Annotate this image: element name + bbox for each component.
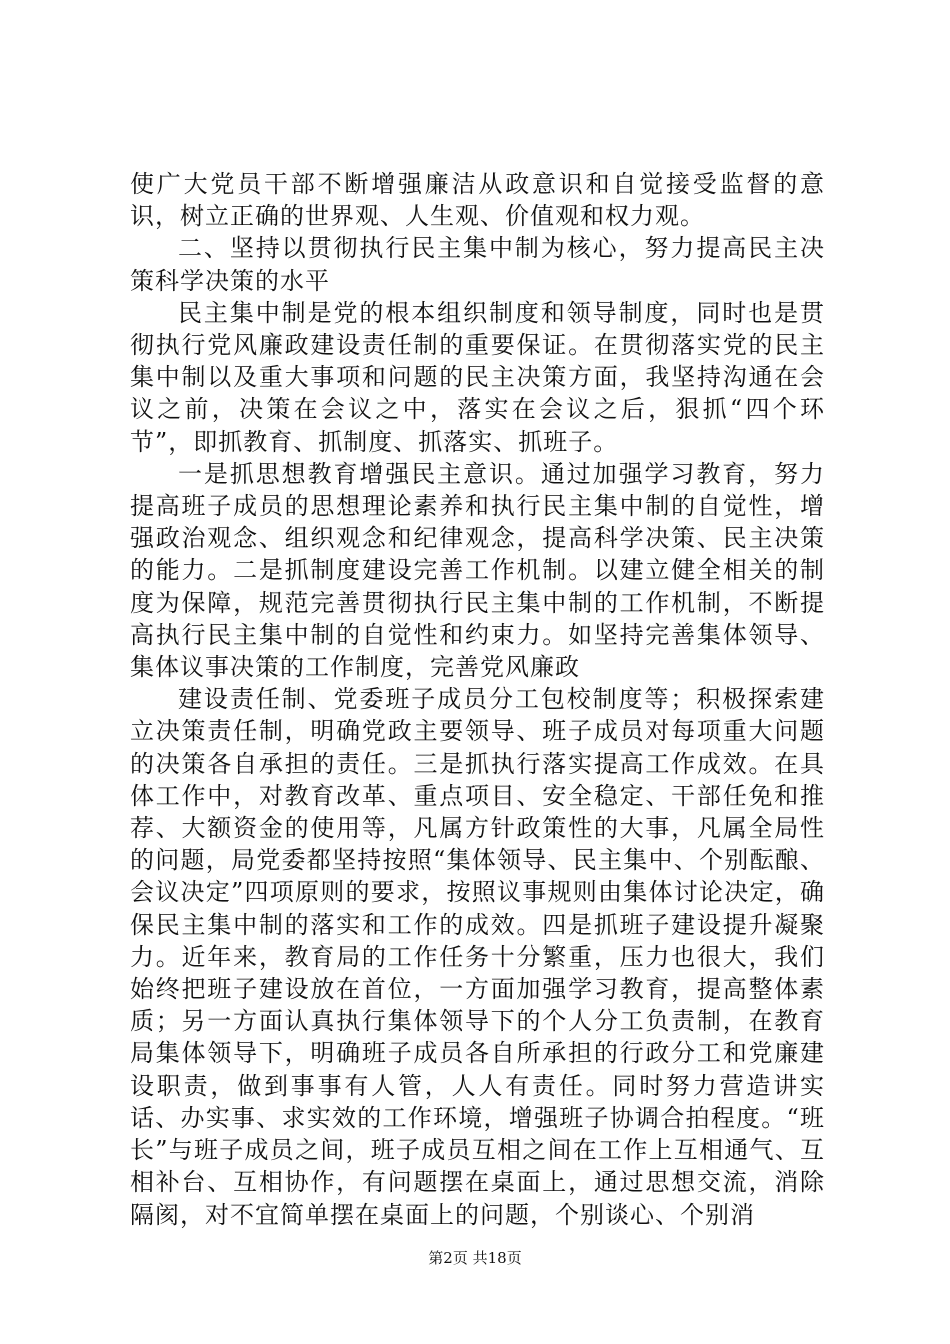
paragraph-5: 建设责任制、党委班子成员分工包校制度等；积极探索建立决策责任制，明确党政主要领导、班子成员对每项重大问题的决策各自承担的责任。三是抓执行落实提高工作成效。在具体工作中，对教育改革、重点项目、安全稳定、干部任免和推荐、大额资金的使用等，凡属方针政策性的大事，凡属全局性的问题，局党委都坚持按照“集体领导、民主集中、个别酝酿、会议决定”四项原则的要求，按照议事规则由集体讨论决定，确保民主集中制的落实和工作的成效。四是抓班子建设提升凝聚力。近年来，教育局的工作任务十分繁重，压力也很大，我们始终把班子建设放在首位，一方面加强学习教育，提高整体素质；另一方面认真执行集体领导下的个人分工负责制，在教育局集体领导下，明确班子成员各自所承担的行政分工和党廉建设职责，做到事事有人管，人人有责任。同时努力营造讲实话、办实事、求实效的工作环境，增强班子协调合拍程度。“班长”与班子成员之间，班子成员互相之间在工作上互相通气、互相补台、互相协作，有问题摆在桌面上，通过思想交流，消除隔阂，对不宜简单摆在桌面上的问题，个别谈心、个别消 bbox=[130, 685, 825, 1229]
document-body bbox=[130, 168, 825, 1231]
page-footer: 第2页 共18页 bbox=[428, 1249, 522, 1267]
paragraph-3: 民主集中制是党的根本组织制度和领导制度，同时也是贯彻执行党风廉政建设责任制的重要保证。在贯彻落实党的民主集中制以及重大事项和问题的民主决策方面，我坚持沟通在会议之前，决策在会议之中，落实在会议之后，狠抓“四个环节”，即抓教育、抓制度、抓落实、抓班子。 bbox=[130, 298, 825, 456]
section-heading: 二、坚持以贯彻执行民主集中制为核心，努力提高民主决策科学决策的水平 bbox=[130, 234, 825, 295]
paragraph-1: 使广大党员干部不断增强廉洁从政意识和自觉接受监督的意识，树立正确的世界观、人生观、价值观和权力观。 bbox=[130, 170, 825, 231]
paragraph-4: 一是抓思想教育增强民主意识。通过加强学习教育，努力提高班子成员的思想理论素养和执行民主集中制的自觉性，增强政治观念、组织观念和纪律观念，提高科学决策、民主决策的能力。二是抓制度建设完善工作机制。以建立健全相关的制度为保障，规范完善贯彻执行民主集中制的工作机制，不断提高执行民主集中制的自觉性和约束力。如坚持完善集体领导、集体议事决策的工作制度，完善党风廉政 bbox=[130, 459, 825, 682]
